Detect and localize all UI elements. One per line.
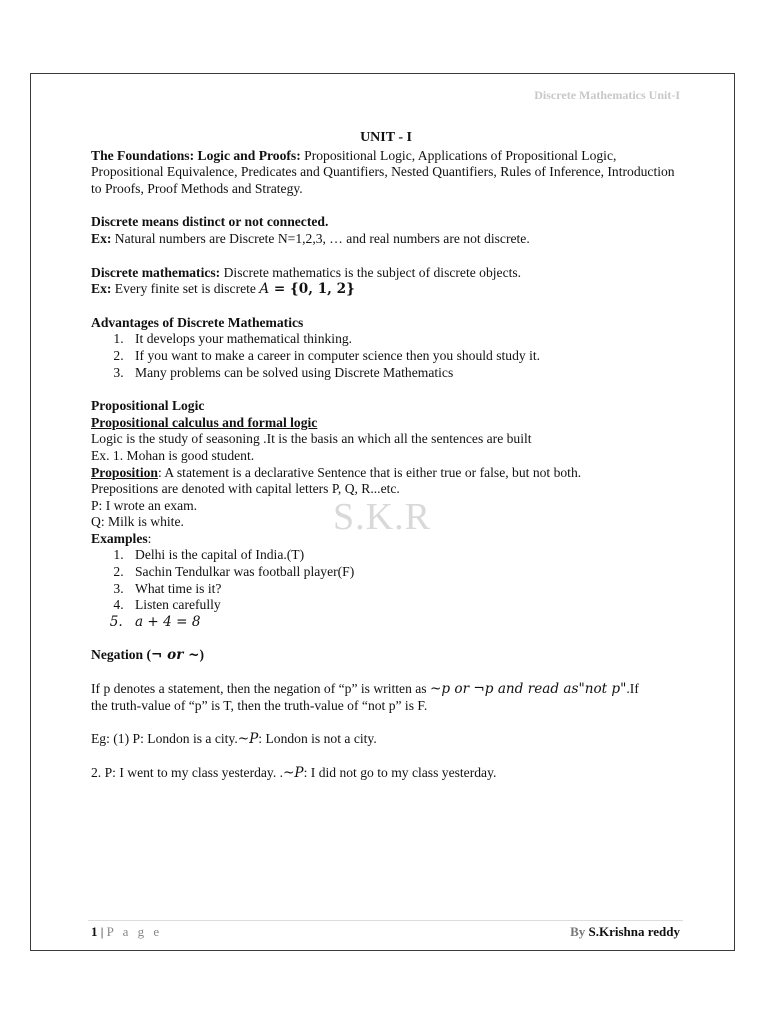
- negation-heading-prefix: Negation (: [91, 647, 152, 663]
- list-item: 2. Sachin Tendulkar was football player(F): [127, 564, 681, 581]
- negation-definition: [91, 681, 681, 698]
- list-item: 2. If you want to make a career in computer science then you should study it.: [127, 348, 681, 365]
- list-item: 1. Delhi is the capital of India.(T): [127, 547, 681, 564]
- discrete-math-text: Discrete mathematics is the subject of discrete objects.: [220, 264, 522, 280]
- foundations-paragraph: [91, 148, 681, 198]
- example-text: : I did not go to my class yesterday.: [303, 764, 497, 780]
- author-credit: [570, 924, 680, 940]
- discrete-math-ex-set: = {0, 1, 2}: [269, 281, 355, 298]
- prop-logic-line: P: I wrote an exam.: [91, 497, 198, 513]
- example-text: 2. P: I went to my class yesterday. .: [91, 764, 284, 780]
- list-item: 1. It develops your mathematical thinking.: [127, 331, 681, 348]
- footer-divider: [88, 920, 683, 921]
- list-item: 4. Listen carefully: [127, 597, 681, 614]
- negation-heading: [91, 647, 681, 664]
- examples-heading: [91, 531, 681, 548]
- examples-label: Examples: [91, 530, 148, 546]
- page-number: [91, 924, 162, 940]
- examples-colon: :: [147, 530, 152, 546]
- header-title: Discrete Mathematics Unit-I: [534, 88, 680, 102]
- prop-logic-heading: Propositional Logic: [91, 398, 205, 414]
- discrete-math-example: [91, 281, 681, 298]
- by-label: By: [570, 924, 589, 939]
- discrete-math-ex-var: A: [259, 281, 270, 298]
- negation-example-2: [91, 765, 681, 782]
- advantages-heading: Advantages of Discrete Mathematics: [91, 314, 304, 330]
- negation-text: If p denotes a statement, then the negation of “p” is written as: [91, 681, 430, 697]
- advantages-list: [91, 331, 681, 381]
- prop-logic-line: Prepositions are denoted with capital letters P, Q, R...etc.: [91, 481, 400, 497]
- negation-text: .If: [626, 681, 639, 697]
- proposition-definition: [91, 465, 681, 482]
- example-text: : London is not a city.: [258, 731, 377, 747]
- discrete-math-ex-text: Every finite set is discrete: [111, 281, 260, 297]
- discrete-example: [91, 231, 681, 248]
- example-text: Eg: (1) P: London is a city.: [91, 731, 238, 747]
- document-body: [91, 130, 681, 781]
- negation-heading-symbols: ¬ or ~: [151, 647, 200, 664]
- discrete-math-definition: [91, 265, 681, 282]
- discrete-ex-label: Ex:: [91, 230, 112, 246]
- prop-logic-line: Q: Milk is white.: [91, 514, 184, 530]
- foundations-text: Propositional Logic, Applications of Propositional Logic, Propositional Equivalence, Predicates and Quantifiers, Nested Quantifiers, Rules of Inference, Introduction to Proofs, Proof Methods and Strategy.: [91, 147, 675, 196]
- discrete-math-ex-label: Ex:: [91, 281, 112, 297]
- foundations-label: The Foundations: Logic and Proofs:: [91, 147, 301, 163]
- examples-list: [91, 547, 681, 630]
- prop-logic-line: Ex. 1. Mohan is good student.: [91, 447, 255, 463]
- discrete-math-label: Discrete mathematics:: [91, 264, 221, 280]
- author-name: S.Krishna reddy: [588, 924, 680, 939]
- negation-example-1: [91, 731, 681, 748]
- page-word: P a g e: [106, 924, 163, 939]
- watermark: S.K.R: [333, 496, 431, 538]
- example-math: ~P: [283, 764, 304, 781]
- prop-logic-subheading: Propositional calculus and formal logic: [91, 414, 318, 430]
- page-number-separator: |: [97, 924, 107, 939]
- example-math: ~P: [237, 731, 259, 748]
- discrete-heading: Discrete means distinct or not connected.: [91, 214, 329, 230]
- list-item: 3. Many problems can be solved using Discrete Mathematics: [127, 365, 681, 382]
- proposition-label: Proposition: [91, 464, 158, 480]
- discrete-ex-text: Natural numbers are Discrete N=1,2,3, … and real numbers are not discrete.: [111, 230, 530, 246]
- list-item: 3. What time is it?: [127, 581, 681, 598]
- negation-math: ~p or ¬p and read as"not p": [429, 681, 627, 698]
- proposition-text: : A statement is a declarative Sentence that is either true or false, but not both.: [157, 464, 582, 480]
- unit-title: UNIT - I: [360, 130, 412, 145]
- negation-definition-line2: the truth-value of “p” is T, then the truth-value of “not p” is F.: [91, 697, 428, 713]
- page-number-value: 1: [91, 924, 98, 939]
- list-item: 5. a + 4 = 8: [127, 614, 681, 631]
- prop-logic-line: Logic is the study of seasoning .It is the basis an which all the sentences are built: [91, 431, 532, 447]
- negation-heading-suffix: ): [199, 647, 205, 663]
